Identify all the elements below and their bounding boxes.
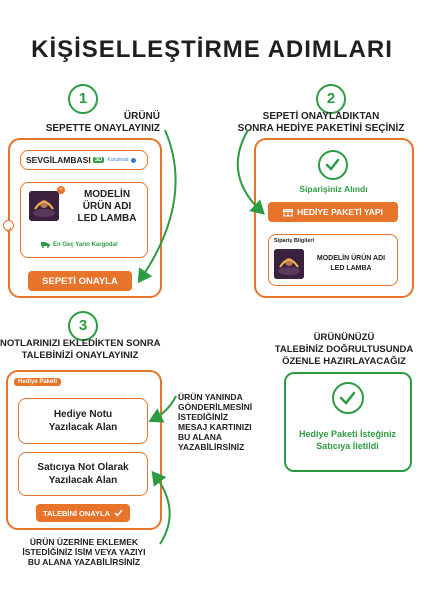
gift-note-explanation-line: İSTEDİĞİNİZ (178, 412, 229, 422)
step-3-instruction-line1: NOTLARINIZI EKLEDİKTEN SONRA (0, 338, 161, 349)
step-2-number: 2 (316, 84, 346, 114)
gift-note-line2: Yazılacak Alan (48, 422, 118, 433)
step-1-instruction-line2: SEPETTE ONAYLAYINIZ (45, 123, 160, 134)
step-3-number: 3 (68, 311, 98, 341)
seller-note-explanation-line: İSTEDİĞİNİZ İSİM VEYA YAZIYI (22, 547, 146, 557)
page-title: KİŞİSELLEŞTİRME ADIMLARI (31, 36, 393, 63)
plus-badge-icon: + (57, 186, 65, 194)
order-product-title-line2: LED LAMBA (330, 265, 372, 272)
gift-package-button-label: HEDİYE PAKETİ YAPI (297, 207, 383, 217)
product-title-line1: MODELİN (83, 189, 131, 200)
gift-note-arrow (152, 396, 176, 420)
seller-note-line1: Satıcıya Not Olarak (37, 462, 129, 473)
step-4-instruction-line3: ÖZENLE HAZIRLAYACAĞIZ (282, 356, 406, 367)
gift-note-line1: Hediye Notu (53, 409, 113, 420)
gift-package-tag: Hediye Paketi (14, 378, 61, 386)
gift-note-explanation-line: MESAJ KARTINIZI (178, 422, 252, 432)
brand-badge: 3D (94, 157, 103, 163)
step-3-instruction-line2: TALEBİNİZİ ONAYLAYINIZ (21, 350, 139, 361)
confirm-cart-button[interactable]: SEPETİ ONAYLA (28, 271, 132, 291)
step-1-instruction-line1: ÜRÜNÜ (123, 111, 160, 122)
step-2-instruction-line2: SONRA HEDİYE PAKETİNİ SEÇİNİZ (237, 123, 405, 134)
confirm-request-button-label: TALEBİNİ ONAYLA (42, 508, 111, 518)
shipping-text: En Geç Yarın Kargoda! (53, 241, 118, 248)
brand-tag: Kurumsal (107, 157, 129, 163)
gift-note-explanation-line: BU ALANA (178, 432, 223, 442)
request-sent-line1: Hediye Paketi İsteğiniz (298, 429, 397, 439)
step-4-instruction-line2: TALEBİNİZ DOĞRULTUSUNDA (274, 344, 414, 355)
product-title-line2: ÜRÜN ADI (82, 201, 132, 212)
step-4-instruction-line1: ÜRÜNÜNÜZÜ (313, 332, 375, 343)
order-received-text: Siparişiniz Alındı (299, 184, 368, 194)
order-info-label: Sipariş Bilgileri (274, 238, 315, 244)
seller-note-arrow (154, 474, 170, 544)
brand-name: SEVGİLAMBASI (26, 155, 91, 165)
step-1-arrow (140, 130, 176, 280)
gift-note-explanation-line: YAZABİLİRSİNİZ (178, 442, 245, 452)
step-1-number: 1 (68, 84, 98, 114)
seller-note-explanation-line: BU ALANA YAZABİLİRSİNİZ (27, 557, 141, 567)
step-2-instruction-line1: SEPETİ ONAYLADIKTAN (262, 111, 380, 122)
order-product-title-line1: MODELİN ÜRÜN ADI (316, 255, 386, 262)
step-2-arrow (238, 130, 262, 212)
gift-note-explanation-line: GÖNDERİLMESİNİ (178, 402, 253, 412)
seller-note-explanation-line: ÜRÜN ÜZERİNE EKLEMEK (29, 537, 139, 547)
product-title-line3: LED LAMBA (77, 213, 137, 224)
seller-note-line2: Yazılacak Alan (48, 475, 118, 486)
gift-note-explanation-line: ÜRÜN YANINDA (178, 392, 243, 402)
request-sent-line2: Satıcıya İletildi (316, 441, 379, 451)
